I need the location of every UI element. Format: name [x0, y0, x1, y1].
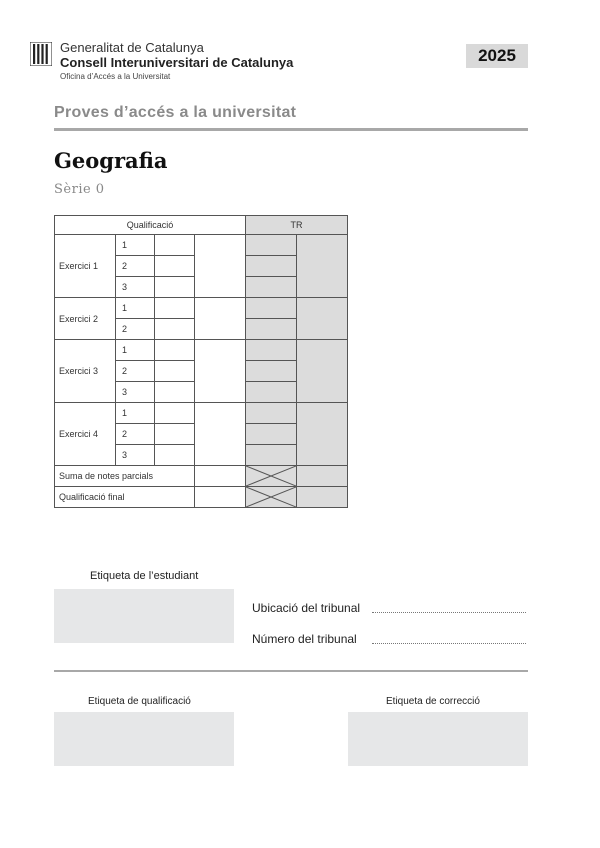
- tribunal-location-field[interactable]: [372, 612, 526, 613]
- cross-mark-icon: [246, 487, 296, 507]
- tr-exercise-cell: [297, 340, 348, 403]
- exam-subtitle: Proves d’accés a la universitat: [54, 104, 297, 121]
- org-name-council: Consell Interuniversitari de Catalunya: [60, 55, 294, 70]
- final-grade-cell[interactable]: [195, 487, 246, 508]
- divider: [54, 128, 528, 131]
- series-label: Sèrie 0: [54, 182, 105, 197]
- part-grade-cell[interactable]: [155, 235, 195, 256]
- tr-part-cell: [246, 361, 297, 382]
- org-name-generalitat: Generalitat de Catalunya: [60, 40, 204, 55]
- student-label-caption: Etiqueta de l’estudiant: [90, 570, 199, 582]
- exercise-grade-cell[interactable]: [195, 235, 246, 298]
- part-grade-cell[interactable]: [155, 403, 195, 424]
- part-number: 3: [116, 445, 155, 466]
- grade-table: [54, 215, 348, 508]
- org-name-office: Oficina d’Accés a la Universitat: [60, 72, 171, 81]
- crossed-cell: [246, 487, 297, 508]
- table-row: [55, 487, 348, 508]
- subject-title: Geografia: [54, 148, 168, 173]
- year-badge: 2025: [466, 44, 528, 68]
- part-number: 3: [116, 382, 155, 403]
- tribunal-location-label: Ubicació del tribunal: [252, 601, 361, 615]
- exercise-grade-cell[interactable]: [195, 298, 246, 340]
- catalan-flag-icon: [30, 42, 52, 66]
- tr-sum-cell: [297, 466, 348, 487]
- divider: [54, 670, 528, 672]
- final-label: Qualificació final: [55, 487, 195, 508]
- exercise-label: Exercici 2: [55, 298, 116, 340]
- tr-part-cell: [246, 403, 297, 424]
- tr-exercise-cell: [297, 403, 348, 466]
- correction-label-box: [348, 712, 528, 766]
- sum-label: Suma de notes parcials: [55, 466, 195, 487]
- tribunal-number-label: Número del tribunal: [252, 632, 357, 646]
- part-grade-cell[interactable]: [155, 361, 195, 382]
- sum-grade-cell[interactable]: [195, 466, 246, 487]
- tr-part-cell: [246, 235, 297, 256]
- tr-exercise-cell: [297, 298, 348, 340]
- exercise-label: Exercici 1: [55, 235, 116, 298]
- tr-part-cell: [246, 319, 297, 340]
- table-row: [55, 235, 348, 256]
- part-number: 2: [116, 361, 155, 382]
- exercise-grade-cell[interactable]: [195, 340, 246, 403]
- part-grade-cell[interactable]: [155, 277, 195, 298]
- exercise-label: Exercici 3: [55, 340, 116, 403]
- part-number: 2: [116, 256, 155, 277]
- tr-part-cell: [246, 298, 297, 319]
- table-row: [55, 298, 348, 319]
- exercise-grade-cell[interactable]: [195, 403, 246, 466]
- exercise-label: Exercici 4: [55, 403, 116, 466]
- part-number: 1: [116, 403, 155, 424]
- grade-header: Qualificació: [55, 216, 246, 235]
- tr-part-cell: [246, 340, 297, 361]
- table-row: [55, 403, 348, 424]
- tr-part-cell: [246, 256, 297, 277]
- crossed-cell: [246, 466, 297, 487]
- part-number: 1: [116, 235, 155, 256]
- table-row: [55, 340, 348, 361]
- tr-part-cell: [246, 382, 297, 403]
- tr-final-cell: [297, 487, 348, 508]
- tr-part-cell: [246, 445, 297, 466]
- grade-label-caption: Etiqueta de qualificació: [88, 696, 191, 707]
- grade-label-box: [54, 712, 234, 766]
- student-label-box: [54, 589, 234, 643]
- part-grade-cell[interactable]: [155, 298, 195, 319]
- tribunal-number-field[interactable]: [372, 643, 526, 644]
- tr-exercise-cell: [297, 235, 348, 298]
- tr-header: TR: [246, 216, 348, 235]
- part-number: 1: [116, 298, 155, 319]
- part-grade-cell[interactable]: [155, 445, 195, 466]
- correction-label-caption: Etiqueta de correcció: [386, 696, 480, 707]
- part-grade-cell[interactable]: [155, 256, 195, 277]
- part-grade-cell[interactable]: [155, 382, 195, 403]
- part-number: 2: [116, 319, 155, 340]
- table-row: [55, 466, 348, 487]
- tr-part-cell: [246, 424, 297, 445]
- part-number: 3: [116, 277, 155, 298]
- part-number: 2: [116, 424, 155, 445]
- tr-part-cell: [246, 277, 297, 298]
- part-grade-cell[interactable]: [155, 340, 195, 361]
- part-number: 1: [116, 340, 155, 361]
- part-grade-cell[interactable]: [155, 424, 195, 445]
- part-grade-cell[interactable]: [155, 319, 195, 340]
- cross-mark-icon: [246, 466, 296, 486]
